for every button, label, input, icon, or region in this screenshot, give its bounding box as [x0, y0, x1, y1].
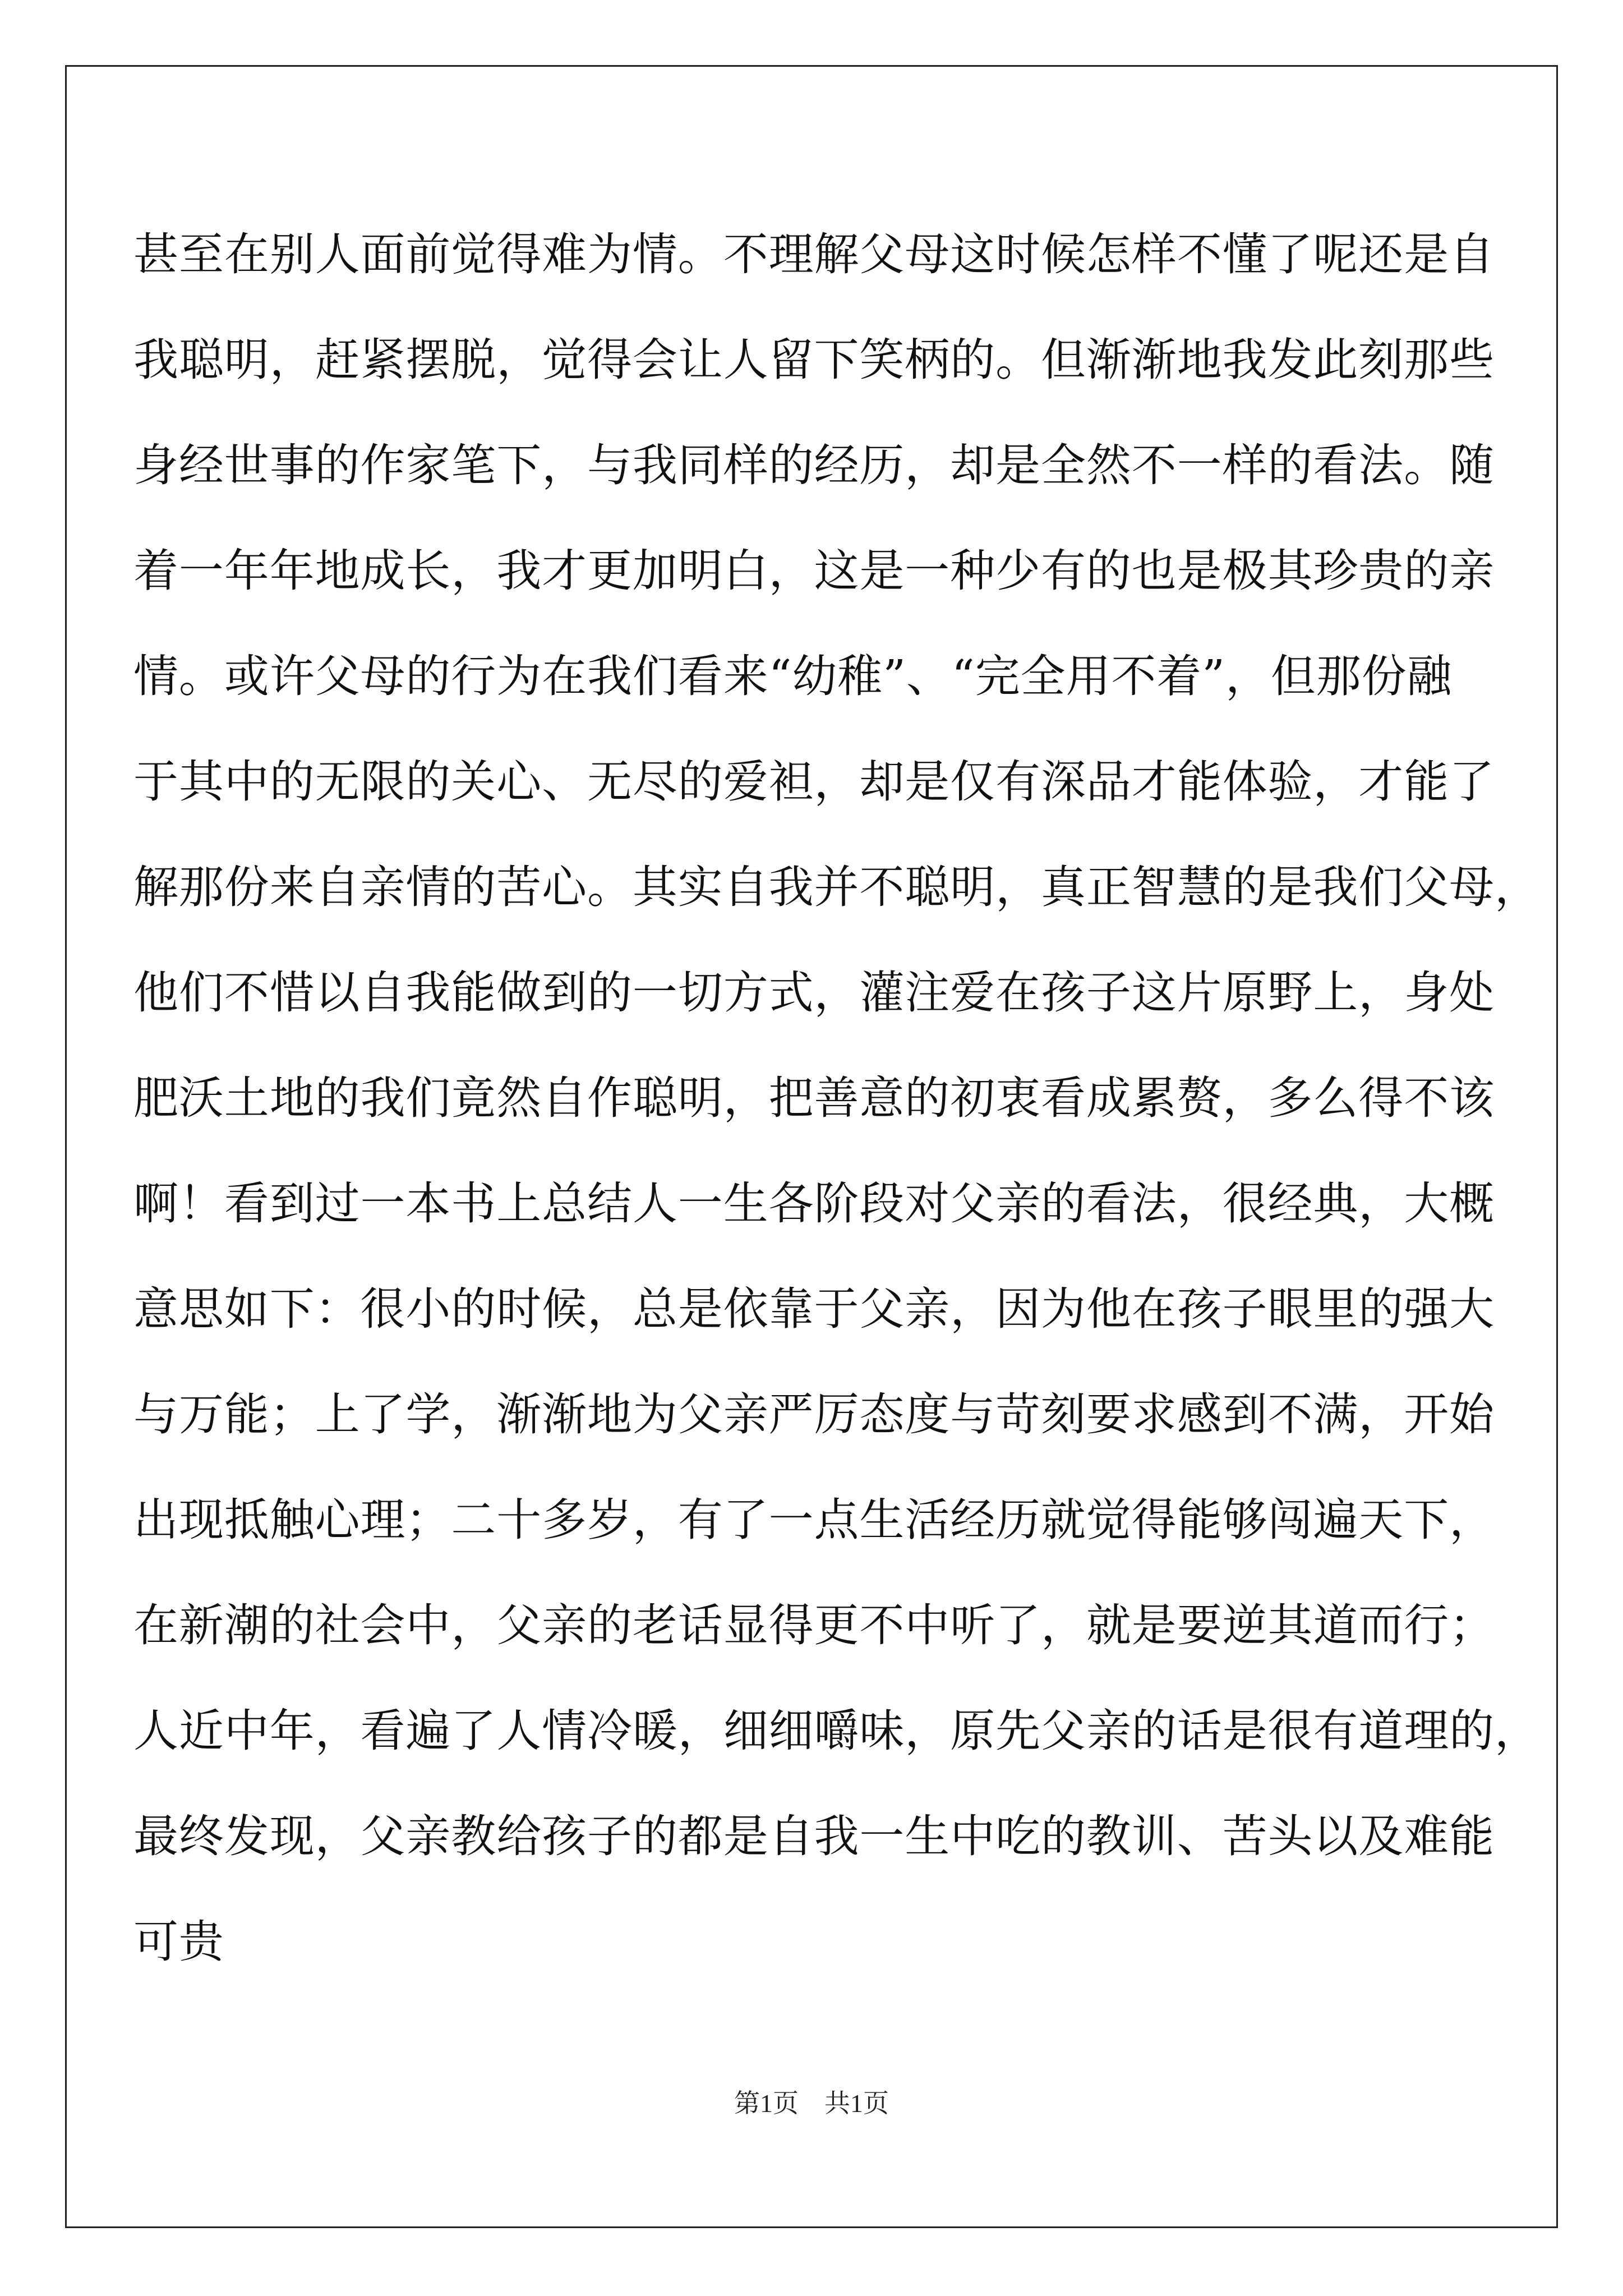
text-line: 情。或许父母的行为在我们看来“幼稚”、“完全用不着”，但那份融: [133, 650, 1453, 702]
text-line: 身经世事的作家笔下，与我同样的经历，却是全然不一样的看法。随: [133, 439, 1495, 491]
text-line: 最终发现，父亲教给孩子的都是自我一生中吃的教训、苦头以及难能: [133, 1810, 1495, 1862]
text-line: 我聪明，赶紧摆脱，觉得会让人留下笑柄的。但渐渐地我发此刻那些: [133, 334, 1495, 386]
text-line: 出现抵触心理；二十多岁，有了一点生活经历就觉得能够闯遍天下，: [133, 1494, 1495, 1546]
text-line: 他们不惜以自我能做到的一切方式，灌注爱在孩子这片原野上，身处: [133, 967, 1495, 1019]
document-body: [133, 202, 1540, 1995]
text-line: 于其中的无限的关心、无尽的爱袒，却是仅有深品才能体验，才能了: [133, 756, 1495, 808]
text-line: 意思如下：很小的时候，总是依靠于父亲，因为他在孩子眼里的强大: [133, 1283, 1495, 1335]
text-line: 在新潮的社会中，父亲的老话显得更不中听了，就是要逆其道而行；: [133, 1599, 1495, 1651]
text-line: 人近中年，看遍了人情冷暖，细细嚼味，原先父亲的话是很有道理的，: [133, 1705, 1540, 1757]
text-line: 解那份来自亲情的苦心。其实自我并不聪明，真正智慧的是我们父母，: [133, 861, 1540, 913]
text-line: 啊！看到过一本书上总结人一生各阶段对父亲的看法，很经典，大概: [133, 1177, 1495, 1230]
text-line: 可贵: [133, 1916, 224, 1968]
text-line: 肥沃土地的我们竟然自作聪明，把善意的初衷看成累赘，多么得不该: [133, 1072, 1495, 1124]
text-line: 甚至在别人面前觉得难为情。不理解父母这时候怎样不懂了呢还是自: [133, 228, 1495, 280]
page-number-footer: 第1页 共1页: [734, 2089, 889, 2118]
text-line: 与万能；上了学，渐渐地为父亲严厉态度与苛刻要求感到不满，开始: [133, 1388, 1495, 1441]
text-line: 着一年年地成长，我才更加明白，这是一种少有的也是极其珍贵的亲: [133, 545, 1495, 597]
